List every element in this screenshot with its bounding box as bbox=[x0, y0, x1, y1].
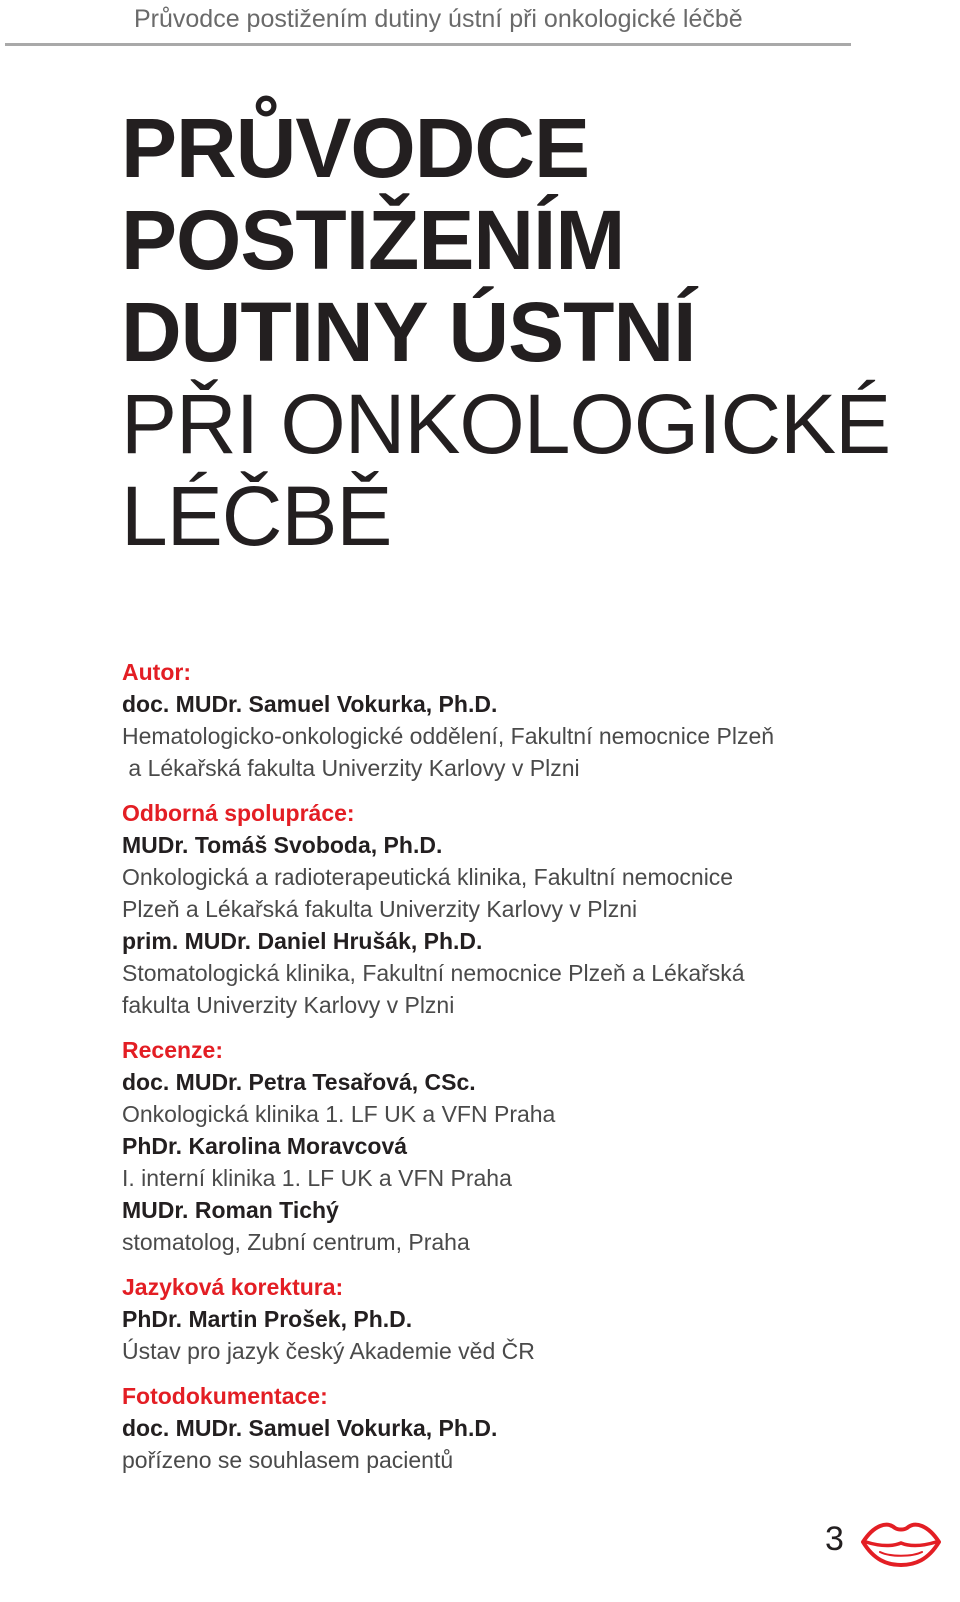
person-name: MUDr. Roman Tichý bbox=[122, 1197, 339, 1223]
collaboration-label: Odborná spolupráce: bbox=[122, 800, 355, 826]
person-affiliation: Stomatologická klinika, Fakultní nemocnice Plzeň a Lékařská fakulta Univerzity Karlovy v Plzni bbox=[122, 960, 745, 1018]
person-affiliation: Onkologická klinika 1. LF UK a VFN Praha bbox=[122, 1101, 556, 1127]
proofreading-label: Jazyková korektura: bbox=[122, 1274, 344, 1300]
person-affiliation: Onkologická a radioterapeutická klinika, Fakultní nemocnice Plzeň a Lékařská fakulta Univerzity Karlovy v Plzni bbox=[122, 864, 734, 922]
collaborator-person bbox=[122, 925, 882, 1021]
person-name: doc. MUDr. Petra Tesařová, CSc. bbox=[122, 1069, 476, 1095]
running-header: Průvodce postižením dutiny ústní při onkologické léčbě bbox=[134, 5, 743, 33]
collaboration-section bbox=[122, 797, 882, 1021]
author-person bbox=[122, 688, 882, 784]
proofreader-person bbox=[122, 1303, 882, 1367]
lips-icon bbox=[860, 1516, 942, 1568]
person-affiliation: Hematologicko-onkologické oddělení, Fakultní nemocnice Plzeň a Lékařská fakulta Univerzity Karlovy v Plzni bbox=[122, 723, 775, 781]
photos-section bbox=[122, 1380, 882, 1476]
credits bbox=[122, 656, 882, 1476]
header-divider bbox=[5, 43, 851, 46]
proofreading-section bbox=[122, 1271, 882, 1367]
person-name: MUDr. Tomáš Svoboda, Ph.D. bbox=[122, 832, 443, 858]
page-number: 3 bbox=[825, 1520, 844, 1558]
reviewer-person bbox=[122, 1130, 882, 1194]
reviewer-person bbox=[122, 1066, 882, 1130]
review-section bbox=[122, 1034, 882, 1258]
photos-label: Fotodokumentace: bbox=[122, 1383, 328, 1409]
person-affiliation: pořízeno se souhlasem pacientů bbox=[122, 1447, 454, 1473]
title-line-2: POSTIŽENÍM bbox=[121, 193, 625, 287]
title-line-4: PŘI ONKOLOGICKÉ bbox=[121, 377, 891, 471]
author-section bbox=[122, 656, 882, 784]
photographer-person bbox=[122, 1412, 882, 1476]
person-name: PhDr. Martin Prošek, Ph.D. bbox=[122, 1306, 413, 1332]
person-affiliation: Ústav pro jazyk český Akademie věd ČR bbox=[122, 1338, 535, 1364]
person-affiliation: stomatolog, Zubní centrum, Praha bbox=[122, 1229, 470, 1255]
document-title bbox=[121, 102, 890, 562]
collaborator-person bbox=[122, 829, 882, 925]
title-line-3: DUTINY ÚSTNÍ bbox=[121, 285, 696, 379]
author-label: Autor: bbox=[122, 659, 191, 685]
person-affiliation: I. interní klinika 1. LF UK a VFN Praha bbox=[122, 1165, 512, 1191]
person-name: prim. MUDr. Daniel Hrušák, Ph.D. bbox=[122, 928, 483, 954]
reviewer-person bbox=[122, 1194, 882, 1258]
person-name: PhDr. Karolina Moravcová bbox=[122, 1133, 408, 1159]
person-name: doc. MUDr. Samuel Vokurka, Ph.D. bbox=[122, 691, 498, 717]
person-name: doc. MUDr. Samuel Vokurka, Ph.D. bbox=[122, 1415, 498, 1441]
review-label: Recenze: bbox=[122, 1037, 223, 1063]
title-line-1: PRŮVODCE bbox=[121, 101, 590, 195]
title-line-5: LÉČBĚ bbox=[121, 469, 392, 563]
